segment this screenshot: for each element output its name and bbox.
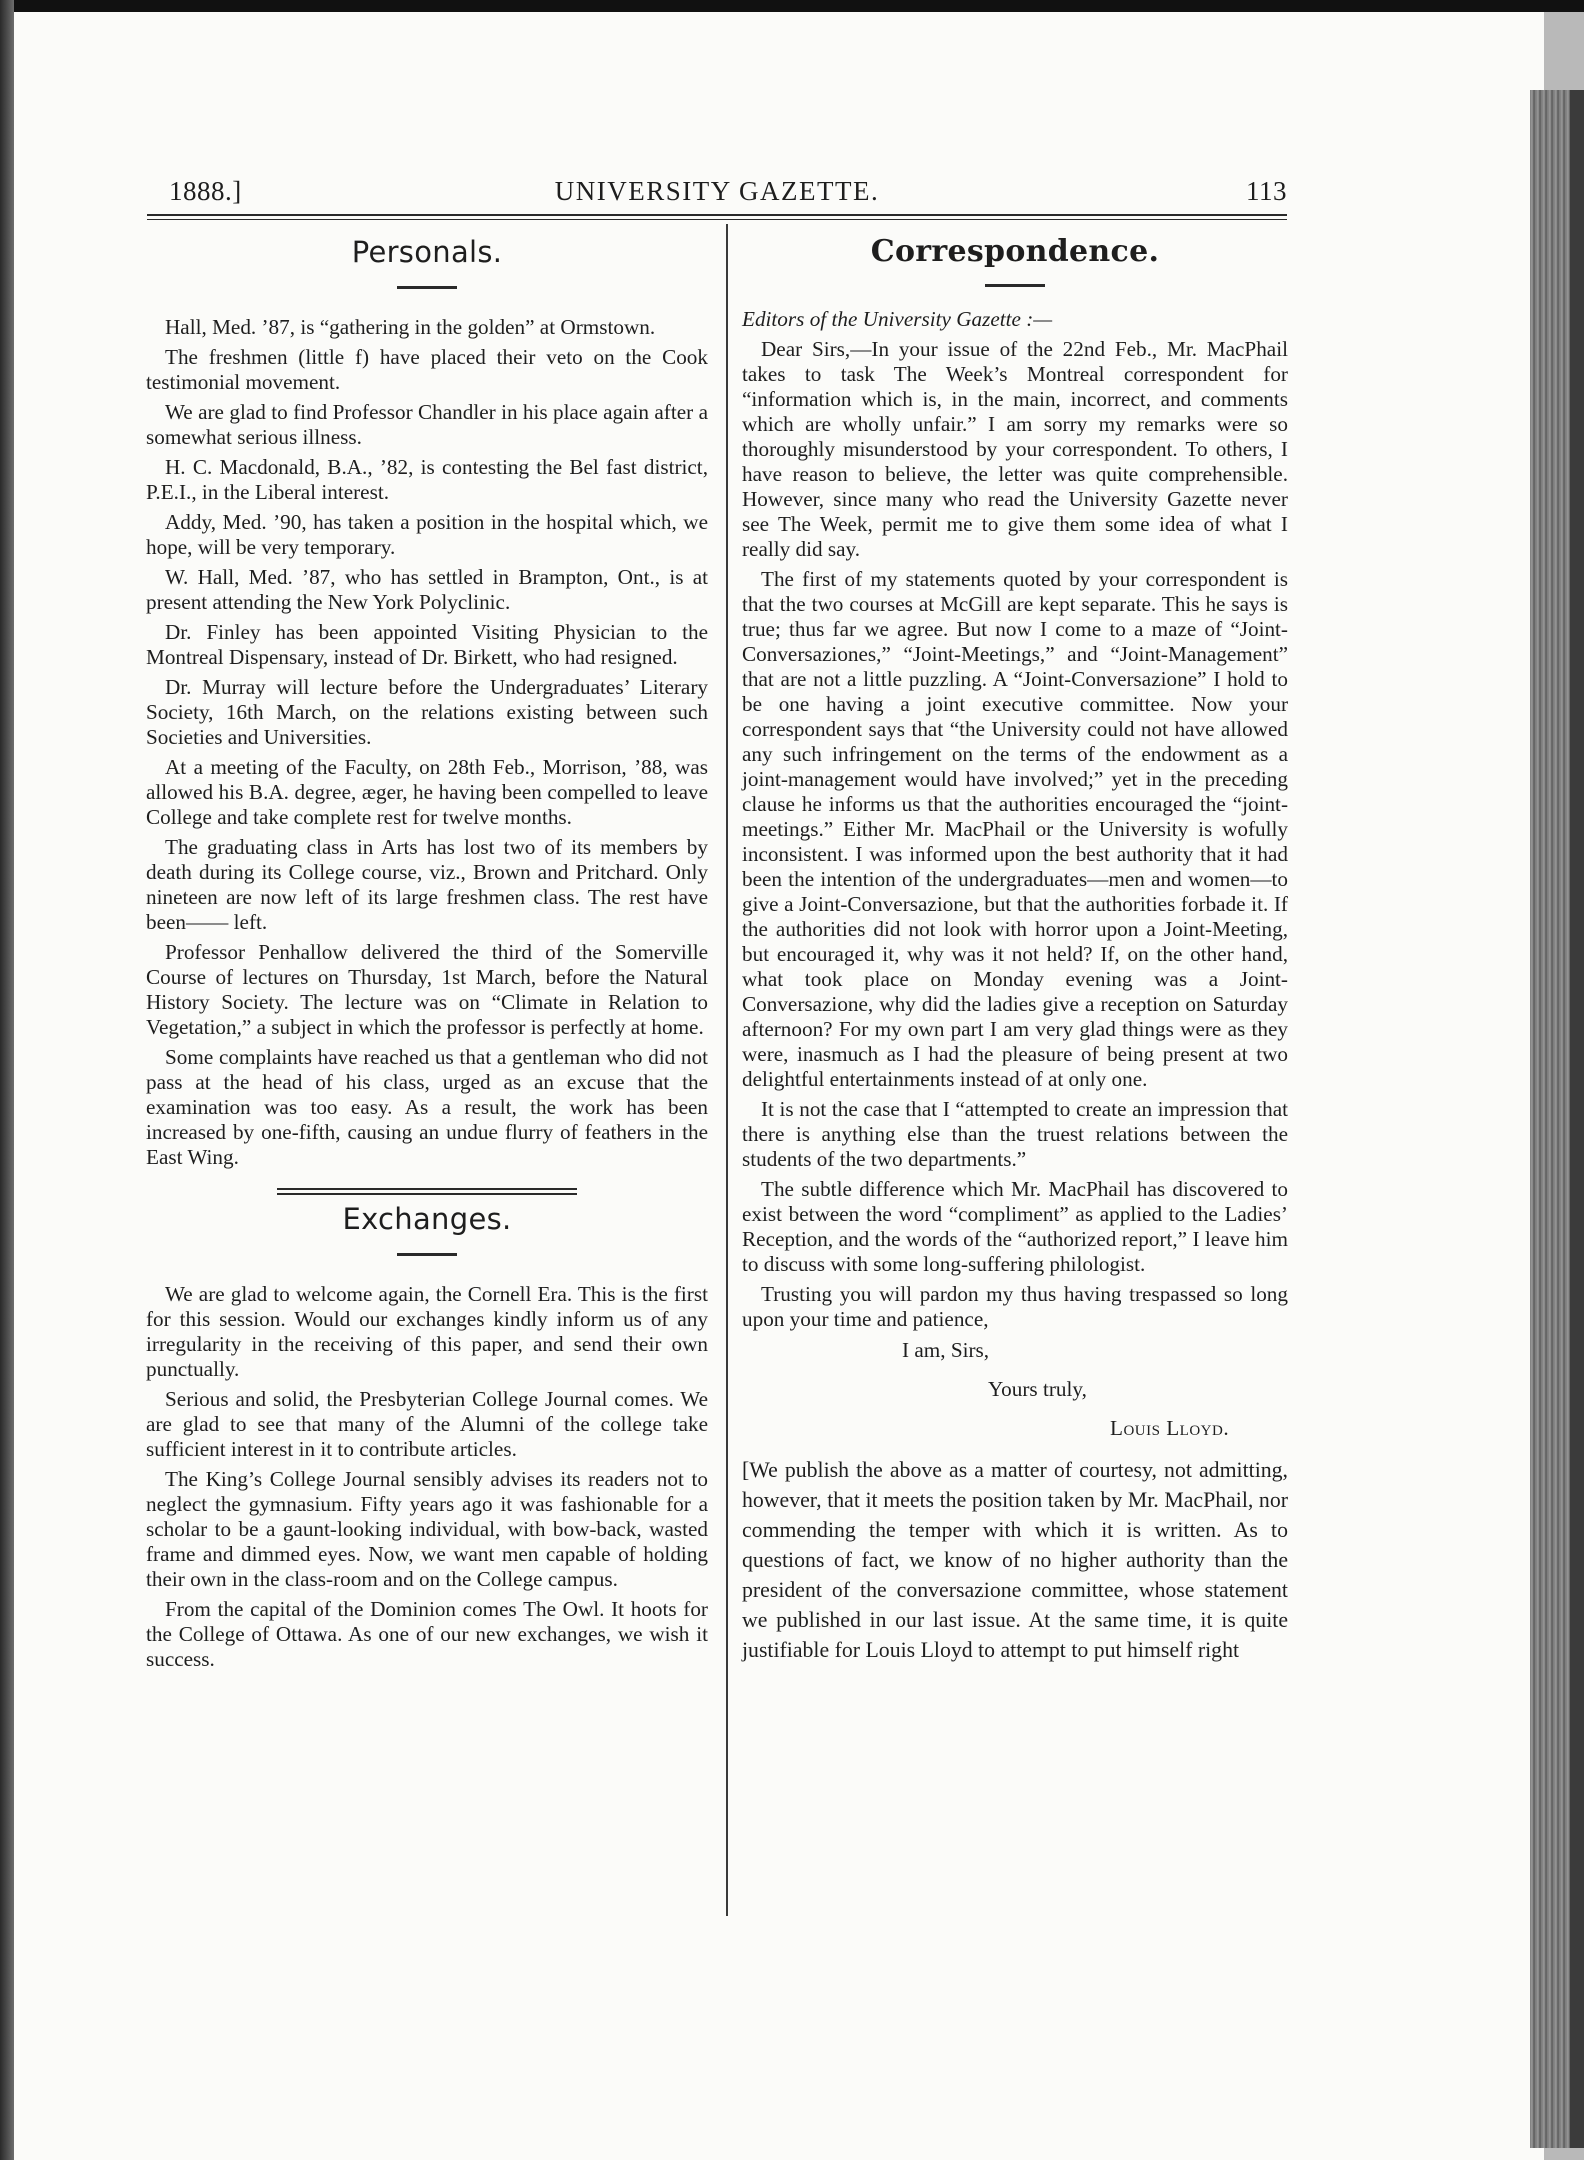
letter-paragraph: Dear Sirs,—In your issue of the 22nd Feb., Mr. MacPhail takes to task The Week’s Montreal correspondent for “information which is, in the main, incorrect, and comments which are wholly unfair.” I am sorry my remarks were so thoroughly misunderstood by your correspondent. To others, I have reason to believe, the letter was quite comprehensible. However, since many who read the University Gazette never see The Week, permit me to give them some idea of what I really did say.	[742, 337, 1288, 561]
editor-note	[742, 1455, 1288, 1665]
personal-item: The graduating class in Arts has lost two of its members by death during its College course, viz., Brown and Pritchard. Only nineteen are now left of its large freshmen class. The rest have been—— left.	[146, 835, 708, 934]
letter-paragraph: The first of my statements quoted by your correspondent is that the two courses at McGill are kept separate. This he says is true; thus far we agree. But now I come to a maze of “Joint-Conversaziones,” “Joint-Meetings,” and “Joint-Management” that are not a little puzzling. A “Joint-Conversazione” I hold to be one having a joint executive committee. Now your correspondent says that “the University could not have allowed any such infringement on the terms of the endowment as a joint-management would have involved;” yet in the preceding clause he informs us that the authorities encouraged the “joint-meetings.” Either Mr. MacPhail or the University is wofully inconsistent. I was informed upon the best authority that it had been the intention of the undergraduates—men and women—to give a Joint-Conversazione, but that the authorities forbade it. If the authorities did not look with horror upon a Joint-Meeting, but encouraged it, why was it not held? If, on the other hand, what took place on Monday evening was a Joint-Conversazione, why did the ladies give a reception on Saturday afternoon? For my own part I am very glad things were as they were, inasmuch as I had the pleasure of being present at two delightful entertainments instead of at only one.	[742, 567, 1288, 1091]
exchange-item: We are glad to welcome again, the Cornell Era. This is the first for this session. Would our exchanges kindly inform us of any irregularity in the receiving of this paper, and send their own punctually.	[146, 1282, 708, 1381]
personal-item: H. C. Macdonald, B.A., ’82, is contesting the Bel fast district, P.E.I., in the Liberal interest.	[146, 455, 708, 504]
page-number: 113	[1246, 176, 1287, 206]
page-stack-edge	[1530, 90, 1570, 2148]
scan-left-shadow	[0, 0, 14, 2160]
left-column	[146, 230, 708, 1677]
letter-paragraph: Trusting you will pardon my thus having trespassed so long upon your time and patience,	[742, 1282, 1288, 1331]
personal-item: At a meeting of the Faculty, on 28th Feb., Morrison, ’88, was allowed his B.A. degree, æger, he having been compelled to leave College and take complete rest for twelve months.	[146, 755, 708, 829]
personal-item: Dr. Finley has been appointed Visiting Physician to the Montreal Dispensary, instead of Dr. Birkett, who had resigned.	[146, 620, 708, 669]
personal-item: Professor Penhallow delivered the third of the Somerville Course of lectures on Thursday, 1st March, before the Natural History Society. The lecture was on “Climate in Relation to Vegetation,” a subject in which the professor is perfectly at home.	[146, 940, 708, 1039]
header-year: 1888.]	[169, 176, 242, 206]
scan-top-shadow	[0, 0, 1584, 12]
right-column	[742, 230, 1288, 1665]
letter-salutation: Editors of the University Gazette :—	[742, 307, 1053, 331]
personal-item: Dr. Murray will lecture before the Undergraduates’ Literary Society, 16th March, on the relations existing between such Societies and Universities.	[146, 675, 708, 749]
section-separator	[277, 1188, 577, 1195]
header-rule-thin	[147, 219, 1287, 220]
exchange-item: From the capital of the Dominion comes The Owl. It hoots for the College of Ottawa. As one of our new exchanges, we wish it success.	[146, 1597, 708, 1671]
letter-signature: Louis Lloyd.	[1110, 1416, 1230, 1440]
section-heading-correspondence: Correspondence.	[870, 234, 1160, 269]
personal-item: We are glad to find Professor Chandler in his place again after a somewhat serious illness.	[146, 400, 708, 449]
section-heading-personals: Personals.	[351, 235, 503, 269]
exchange-item: The King’s College Journal sensibly advises its readers not to neglect the gymnasium. Fifty years ago it was fashionable for a scholar to be a gaunt-looking individual, with bow-back, wasted frame and dimmed eyes. Now, we want men capable of holding their own in the class-room and on the College campus.	[146, 1467, 708, 1591]
binding-edge	[1570, 90, 1584, 2148]
heading-rule	[397, 286, 457, 289]
personal-item: Hall, Med. ’87, is “gathering in the golden” at Ormstown.	[165, 315, 656, 339]
heading-rule	[985, 284, 1045, 287]
header-title: UNIVERSITY GAZETTE.	[554, 176, 880, 206]
letter-closing-valediction: Yours truly,	[988, 1377, 1087, 1401]
letter-closing: I am, Sirs,	[902, 1338, 990, 1362]
exchange-item: Serious and solid, the Presbyterian College Journal comes. We are glad to see that many of the Alumni of the college take sufficient interest in it to contribute articles.	[146, 1387, 708, 1461]
letter-paragraph: It is not the case that I “attempted to create an impression that there is anything else than the truest relations between the students of the two departments.”	[742, 1097, 1288, 1171]
personal-item: W. Hall, Med. ’87, who has settled in Brampton, Ont., is at present attending the New York Polyclinic.	[146, 565, 708, 614]
column-divider	[726, 224, 728, 1916]
running-header	[147, 172, 1287, 212]
personal-item: The freshmen (little f) have placed their veto on the Cook testimonial movement.	[146, 345, 708, 394]
personal-item: Some complaints have reached us that a gentleman who did not pass at the head of his class, urged as an excuse that the examination was too easy. As a result, the work has been increased by one-fifth, causing an undue flurry of feathers in the East Wing.	[146, 1045, 708, 1169]
heading-rule	[397, 1253, 457, 1256]
section-heading-exchanges: Exchanges.	[342, 1202, 512, 1236]
header-rule-thick	[147, 214, 1287, 216]
editor-note-text: [We publish the above as a matter of courtesy, not admitting, however, that it meets the position taken by Mr. MacPhail, nor commending the temper with which it is written. As to questions of fact, we know of no higher authority than the president of the conversazione committee, whose statement we published in our last issue. At the same time, it is quite justifiable for Louis Lloyd to attempt to put himself right	[742, 1458, 1288, 1662]
personal-item: Addy, Med. ’90, has taken a position in the hospital which, we hope, will be very temporary.	[146, 510, 708, 559]
letter-paragraph: The subtle difference which Mr. MacPhail has discovered to exist between the word “compliment” as applied to the Ladies’ Reception, and the words of the “authorized report,” I leave him to discuss with some long-suffering philologist.	[742, 1177, 1288, 1276]
